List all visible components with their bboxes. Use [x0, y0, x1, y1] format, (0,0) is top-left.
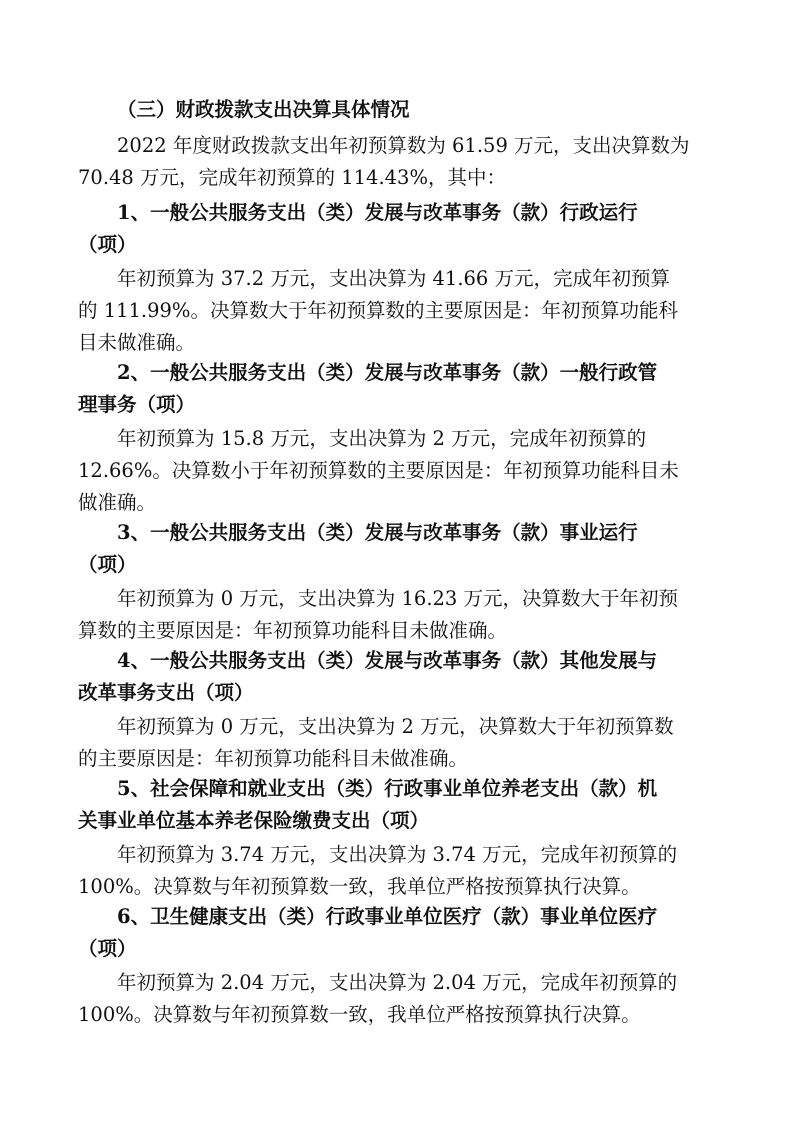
item-3-title-line-1: 3、一般公共服务支出（类）发展与改革事务（款）事业运行: [117, 521, 638, 544]
item-2-title-line-2: 理事务（项）: [78, 393, 196, 416]
item-5-body-line-1: 年初预算为 3.74 万元，支出决算为 3.74 万元，完成年初预算的: [117, 843, 678, 866]
intro-line-1: 2022 年度财政拨款支出年初预算数为 61.59 万元，支出决算数为: [117, 134, 690, 157]
item-5-title-line-2: 关事业单位基本养老保险缴费支出（项）: [78, 809, 430, 832]
item-5-body-line-2: 100%。决算数与年初预算数一致，我单位严格按预算执行决算。: [78, 875, 641, 898]
item-6-body-line-1: 年初预算为 2.04 万元，支出决算为 2.04 万元，完成年初预算的: [117, 971, 678, 994]
item-3-title-line-2: （项）: [78, 553, 137, 576]
item-3-body-line-2: 算数的主要原因是：年初预算功能科目未做准确。: [78, 619, 508, 642]
item-6-title-line-1: 6、卫生健康支出（类）行政事业单位医疗（款）事业单位医疗: [117, 905, 658, 928]
item-1-title-line-1: 1、一般公共服务支出（类）发展与改革事务（款）行政运行: [117, 201, 638, 224]
item-2-body-line-2: 12.66%。决算数小于年初预算数的主要原因是：年初预算功能科目未: [78, 459, 679, 482]
item-2-title-line-1: 2、一般公共服务支出（类）发展与改革事务（款）一般行政管: [117, 361, 658, 384]
item-4-body-line-1: 年初预算为 0 万元，支出决算为 2 万元，决算数大于年初预算数: [117, 715, 674, 738]
item-1-title-line-2: （项）: [78, 233, 137, 256]
item-1-body-line-3: 目未做准确。: [78, 331, 196, 354]
intro-line-2: 70.48 万元，完成年初预算的 114.43%，其中：: [78, 166, 506, 189]
item-4-title-line-2: 改革事务支出（项）: [78, 681, 254, 704]
item-2-body-line-3: 做准确。: [78, 491, 157, 514]
item-4-title-line-1: 4、一般公共服务支出（类）发展与改革事务（款）其他发展与: [117, 649, 658, 672]
item-3-body-line-1: 年初预算为 0 万元，支出决算为 16.23 万元，决算数大于年初预: [117, 587, 679, 610]
item-2-body-line-1: 年初预算为 15.8 万元，支出决算为 2 万元，完成年初预算的: [117, 427, 647, 450]
item-1-body-line-1: 年初预算为 37.2 万元，支出决算为 41.66 万元，完成年初预算: [117, 267, 671, 290]
item-5-title-line-1: 5、社会保障和就业支出（类）行政事业单位养老支出（款）机: [117, 777, 658, 800]
item-6-body-line-2: 100%。决算数与年初预算数一致，我单位严格按预算执行决算。: [78, 1003, 641, 1026]
item-4-body-line-2: 的主要原因是：年初预算功能科目未做准确。: [78, 747, 469, 770]
item-6-title-line-2: （项）: [78, 937, 137, 960]
item-1-body-line-2: 的 111.99%。决算数大于年初预算数的主要原因是：年初预算功能科: [78, 299, 678, 322]
section-heading: （三）财政拨款支出决算具体情况: [117, 98, 410, 121]
